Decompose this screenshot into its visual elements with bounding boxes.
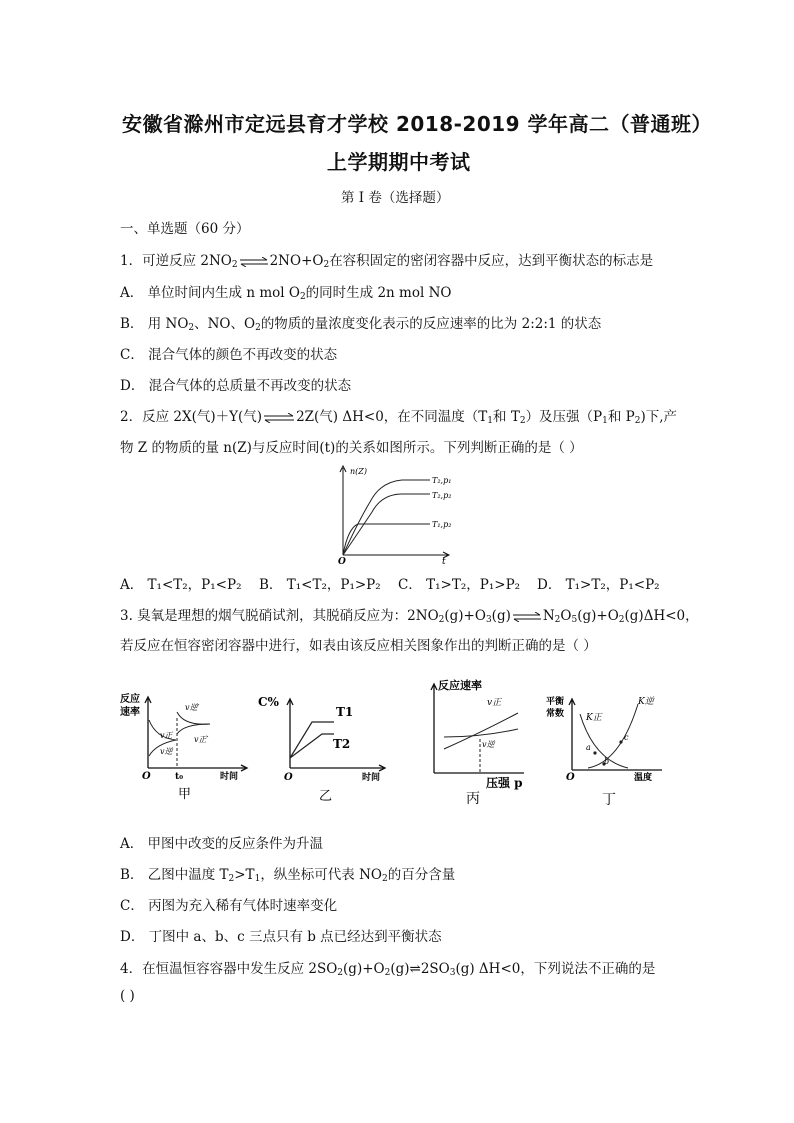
ding-label-kz: K正: [586, 713, 602, 723]
jia-xlabel: 时间: [220, 772, 239, 782]
yi-ylabel: C%: [258, 695, 279, 709]
jia-ylabel-2: 速率: [120, 707, 140, 718]
question-2-line2: 物 Z 的物质的量 n(Z)与反应时间(t)的关系如图所示。下列判断正确的是（ ）: [120, 440, 583, 456]
jia-label-v4: v逆: [160, 747, 173, 756]
figure-jia: [118, 688, 256, 803]
curve-t2-p1: [343, 480, 430, 555]
q3-option-b: B． 乙图中温度 $T_2>T_1$，纵坐标可代表 $NO_2$的百分含量: [120, 867, 456, 884]
jia-label-v2: v正′: [194, 735, 209, 744]
question-3-line1: 3. 臭氧是理想的烟气脱硝试剂，其脱硝反应为：$2NO_2(g)+O_3(g)$ $N_2O_5(g)+O_2(g)\Delta H<0$，: [120, 608, 699, 625]
jia-v-forward-prime: [177, 724, 210, 734]
ding-label-kn: K逆: [638, 697, 654, 707]
ding-xlabel: 温度: [634, 773, 653, 783]
ding-origin: O: [566, 772, 575, 783]
curve2-label: T₂,p₂: [432, 491, 452, 500]
x-axis-label: t: [442, 557, 446, 565]
jia-v-reverse-prime: [177, 712, 210, 724]
yi-curve-t2: [290, 734, 334, 758]
bing-label-vz: v正: [487, 698, 502, 708]
yi-label-t1: T1: [336, 705, 354, 719]
curve3-label: T₁,p₂: [432, 520, 452, 529]
yi-label-t2: T2: [333, 737, 351, 751]
nz-time-graph: [330, 460, 460, 565]
jia-ylabel-1: 反应: [120, 694, 140, 705]
q1-option-b: B． 用 $NO_2$、NO、$O_2$的物质的量浓度变化表示的反应速率的比为 2:2:1 的状态: [120, 316, 602, 333]
q2-option-d: D． T₁>T₂，P₁<P₂: [537, 577, 660, 593]
q2-option-b: B． T₁<T₂，P₁>P₂: [259, 577, 381, 593]
page-title-line2: 上学期期中考试: [327, 150, 471, 174]
q1-option-a: A． 单位时间内生成 n mol $O_2$的同时生成 2n mol NO: [120, 285, 452, 302]
bing-xlabel: 压强 p: [486, 776, 523, 790]
yi-origin: O: [284, 772, 293, 783]
jia-label-v3: v正: [160, 731, 173, 740]
origin-label: O: [338, 557, 346, 565]
question-4-line1: 4．在恒温恒容容器中发生反应 $2SO_2(g)+O_2(g)\rightleftharpoons 2SO_3(g)$ ΔH<0，下列说法不正确的是: [120, 961, 656, 978]
curve1-label: T₂,p₁: [432, 476, 452, 485]
equilibrium-arrow-icon: [512, 612, 542, 622]
ding-label-b: b: [604, 757, 610, 766]
bing-label-vn: v逆: [482, 740, 495, 749]
figure-yi: [256, 690, 386, 805]
q3-option-a: A． 甲图中改变的反应条件为升温: [120, 836, 324, 852]
question-1: 1．可逆反应 $2NO_2$ $2NO+O_2$在容积固定的密闭容器中反应，达到平衡状态的标志是: [120, 253, 654, 270]
bing-v-reverse: [444, 729, 518, 737]
y-axis-label: n(Z): [350, 467, 367, 476]
q1-text-mid: 2NO+O: [269, 253, 324, 269]
q1-text-pre: 1．可逆反应 2NO: [120, 253, 232, 269]
ding-ylabel-2: 常数: [546, 709, 565, 719]
q3-option-d: D． 丁图中 a、b、c 三点只有 b 点已经达到平衡状态: [120, 929, 442, 945]
jia-label-v1: v逆′: [185, 703, 200, 712]
ding-caption: 丁: [602, 792, 616, 808]
q1-option-d: D． 混合气体的总质量不再改变的状态: [120, 378, 352, 394]
yi-caption: 乙: [319, 789, 333, 804]
bing-caption: 丙: [466, 791, 480, 807]
ding-ylabel-1: 平衡: [546, 697, 565, 707]
question-2-line1: 2．反应 2X(气)＋Y(气) 2Z(气) ΔH<0，在不同温度（$T_1$和 $T_2$）及压强（$P_1$和 $P_2$)下,产: [120, 409, 678, 426]
bing-ylabel: 反应速率: [438, 679, 482, 692]
q1-text-post: 在容积固定的密闭容器中反应，达到平衡状态的标志是: [329, 253, 654, 269]
yi-xlabel: 时间: [362, 773, 381, 783]
ding-point-a: [593, 751, 596, 754]
q2-option-c: C． T₁>T₂，P₁>P₂: [398, 577, 521, 593]
volume-heading: 第 I 卷（选择题）: [341, 190, 450, 206]
jia-origin: O: [142, 771, 151, 782]
q2-option-a: A． T₁<T₂，P₁<P₂: [120, 577, 242, 593]
q3-option-c: C． 丙图为充入稀有气体时速率变化: [120, 898, 338, 914]
question-3-line2: 若反应在恒容密闭容器中进行，如表由该反应相关图象作出的判断正确的是（ ）: [120, 638, 597, 654]
figure-bing: [420, 675, 538, 810]
page-title-line1: 安徽省滁州市定远县育才学校 2018-2019 学年高二（普通班）: [122, 112, 713, 136]
equilibrium-arrow-icon: [239, 257, 269, 267]
section-heading: 一、单选题（60 分）: [120, 221, 250, 237]
ding-label-c: c: [624, 733, 629, 742]
jia-t0: t₀: [175, 772, 184, 782]
ding-point-c: [619, 740, 622, 743]
q1-option-c: C． 混合气体的颜色不再改变的状态: [120, 347, 338, 363]
equilibrium-arrow-icon: [263, 413, 295, 423]
figure-ding: [542, 690, 672, 808]
question-4-line2: ( ): [120, 988, 135, 1004]
ding-label-a: a: [586, 743, 591, 752]
jia-caption: 甲: [178, 787, 192, 802]
